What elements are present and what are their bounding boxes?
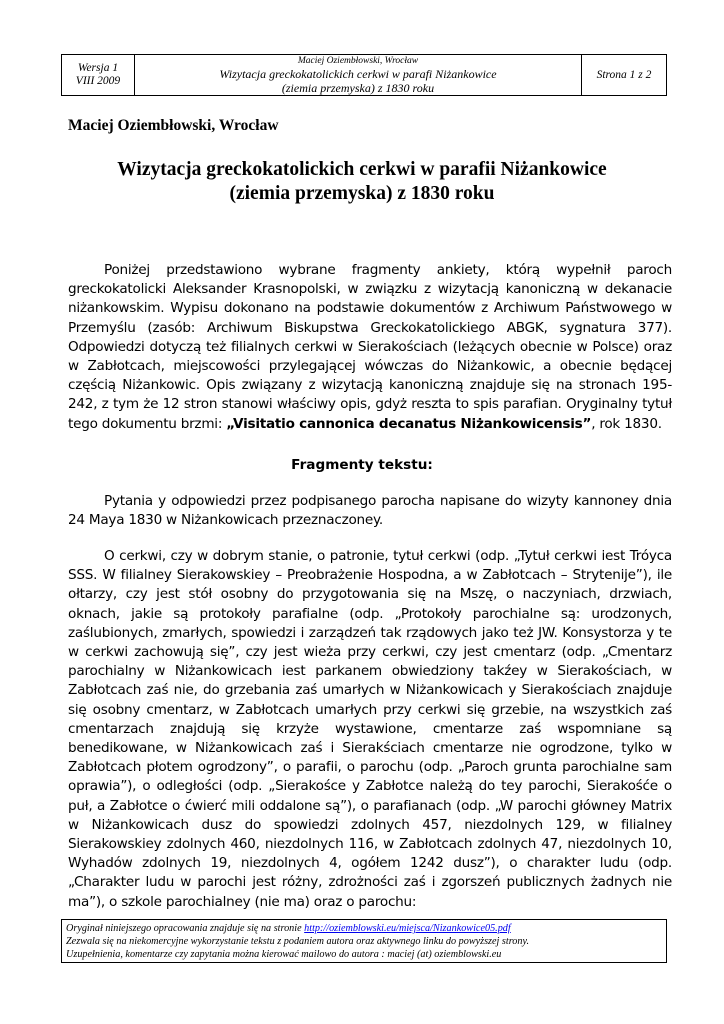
header-author: Maciej Oziembłowski, Wrocław [297, 55, 419, 66]
original-document-title: „Visitatio cannonica decanatus Niżankowicensis” [226, 415, 592, 432]
header-version: Wersja 1 [77, 62, 119, 74]
page-header [61, 54, 667, 96]
footer-source-link[interactable]: http://oziemblowski.eu/miejsca/Nizankowice05.pdf [304, 923, 511, 934]
header-title-cell [135, 55, 582, 96]
title-line1: Wizytacja greckokatolickich cerkwi w parafii Niżankowice [117, 159, 607, 180]
document-title [68, 158, 656, 206]
title-line2: (ziemia przemyska) z 1830 roku [229, 183, 495, 204]
paragraph-questions: Pytania y odpowiedzi przez podpisanego parocha napisane do wizyty kannoney dnia 24 Maya 1830 w Niżankowicach przeznaczoney. [68, 493, 672, 529]
footer-source-label: Oryginał niniejszego opracowania znajduje się na stronie [66, 923, 305, 934]
page-footer [61, 919, 667, 963]
intro-paragraph [68, 261, 672, 434]
header-page-number: Strona 1 z 2 [582, 55, 667, 96]
intro-text: Poniżej przedstawiono wybrane fragmenty ankiety, którą wypełnił paroch greckokatolicki Aleksander Krasnopolski, w związku z wizytacją kanoniczną w dekanacie niżankowskim. Wypisu dokonano na podstawie dokumentów z Archiwum Państwowego w Przemyślu (zasób: Archiwum Biskupstwa Greckokatolickiego ABGK, sygnatura 377). Odpowiedzi dotyczą też filialnych cerkwi w Sierakościach (leżących obecnie w Polsce) oraz w Zabłotcach, miejscowości przylegającej wówczas do Niżankowic, a obecnie będącej częścią Niżankowic. Opis związany z wizytacją kanoniczną znajduje się na stronach 195-242, z tym że 12 stron stanowi właściwy opis, gdyż reszta to spis parafian. Oryginalny tytuł tego dokumentu brzmi: [68, 262, 672, 432]
footer-line1 [66, 922, 662, 935]
header-date: VIII 2009 [75, 75, 121, 87]
footer-line2: Zezwala się na niekomercyjne wykorzystanie tekstu z podaniem autora oraz aktywnego linku do powyższej strony. [66, 936, 529, 947]
document-author: Maciej Oziembłowski, Wrocław [68, 117, 279, 134]
header-title-line2: (ziemia przemyska) z 1830 roku [281, 80, 435, 95]
intro-text-end: , rok 1830. [591, 415, 662, 432]
header-version-cell [62, 55, 135, 96]
paragraph-church: O cerkwi, czy w dobrym stanie, o patronie, tytuł cerkwi (odp. „Tytuł cerkwi iest Tróyca SSS. W filialney Sierakowskiey – Preobrażenie Hospodna, a w Zabłotcach – Strytenije”), ile ołtarzy, czy jest stół osobny do przygotowania się na Mszę, o naczyniach, drzwiach, oknach, jakie są protokoły parafialne (odp. „Protokoły parochialne są: urodzonych, zaślubionych, zmarłych, spowiedzi i zarządzeń tak rządowych jako też JW. Konsystorza y te w cerkwi zachowują się”, czy jest wieża przy cerkwi, czy jest cmentarz (odp. „Cmentarz parochialny w Niżankowicach iest parkanem obwiedziony takźey w Sierakościach, w Zabłotcach zaś nie, do grzebania zaś umarłych w Niżankowicach y Sierakościach znajduje się osobny cmentarz, w Zabłotcach umarłych przy cerkwi się grzebie, na wszystkich zaś cmentarzach znajdują się krzyże wystawione, cmentarze zaś wspomniane są benedikowane, w Niżankowicach zaś i Sierakściach cmentarze nie ogrodzone, tylko w Zabłotcach płotem ogrodzony”, o parafii, o parochu (odp. „Paroch grunta parochialne sam oprawia”), o odległości (odp. „Sierakośce y Zabłotce należą do tey parochi, Sierakośće o puł, a Zabłotce o ćwierć mili oddalone są”), o parafianach (odp. „W parochi główney Matrix w Niżankowicach dusz do spowiedzi zdolnych 457, niezdolnych 129, w filialney Sierakowskiey zdolnych 460, niezdolnych 116, w Zabłotcach zdolnych 47, niezdolnych 10, Wyhadów zdolnych 19, niezdolnych 4, ogółem 1242 dusz”), o charakter ludu (odp. „Charakter ludu w parochi jest różny, zdrożności zaś i zgorszeń publicznych żadnych nie ma”), o szkole parochialney (nie ma) oraz o parochu: [68, 548, 672, 910]
section-heading: Fragmenty tekstu: [291, 457, 433, 473]
header-title-line1: Wizytacja greckokatolickich cerkwi w parafi Niżankowice [219, 66, 497, 81]
footer-line3: Uzupełnienia, komentarze czy zapytania można kierować mailowo do autora : maciej (at) oziemblowski.eu [66, 949, 502, 960]
